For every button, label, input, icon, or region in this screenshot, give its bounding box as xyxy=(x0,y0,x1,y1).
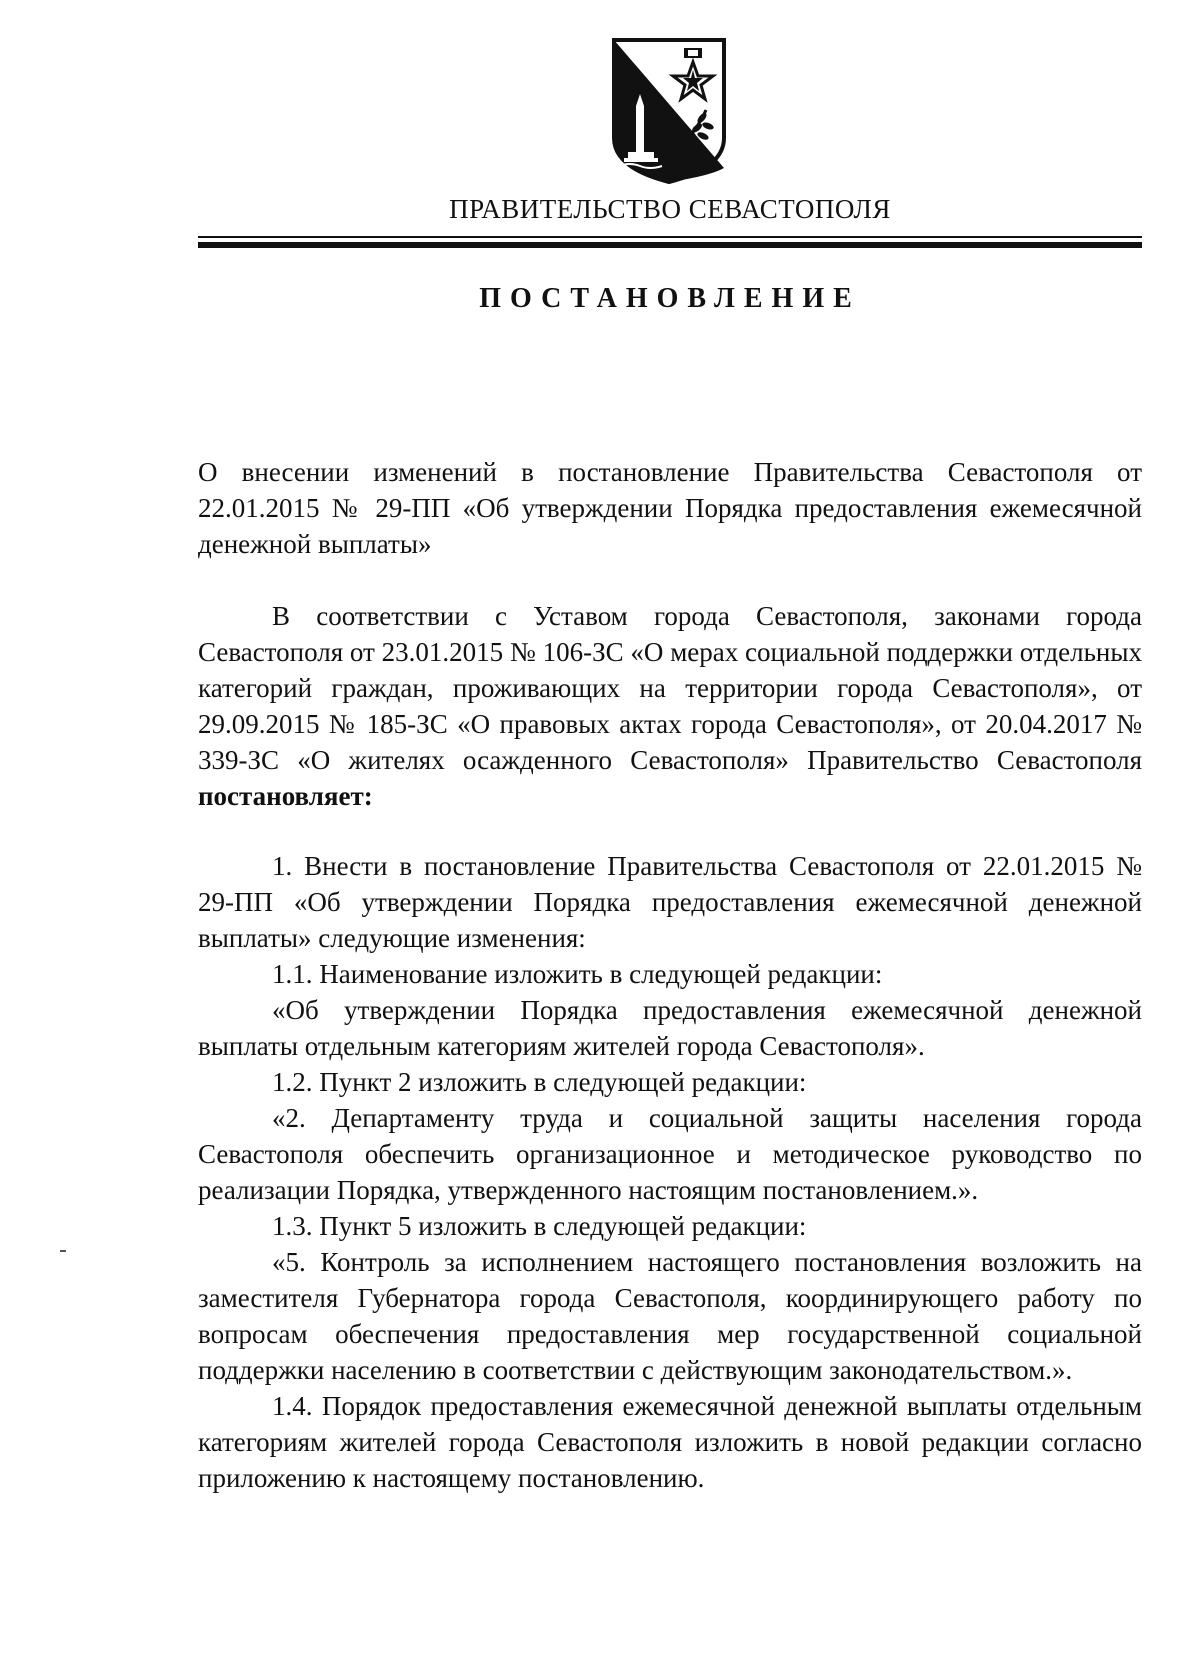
decision-word: постановляет: xyxy=(198,781,373,811)
paragraph-gap xyxy=(198,814,1142,848)
organization-title: ПРАВИТЕЛЬСТВО СЕВАСТОПОЛЯ xyxy=(449,194,891,224)
sevastopol-coat-of-arms-icon xyxy=(610,36,728,186)
document-subject: О внесении изменений в постановление Правительства Севастополя от 22.01.2015 № 29-ПП «Об утверждении Порядка предоставления ежемесячной денежной выплаты» xyxy=(198,457,1142,559)
preamble-text: В соответствии с Уставом города Севастополя, законами города Севастополя от 23.01.2015 № 106-ЗС «О мерах социальной поддержки отдельных категорий граждан, проживающих на территории города Севастополя», от 29.09.2015 № 185-ЗС «О правовых актах города Севастополя», от 20.04.2017 № 339-ЗС «О жителях осажденного Севастополя» Правительство Севастополя xyxy=(198,601,1142,775)
item-1-4: 1.4. Порядок предоставления ежемесячной денежной выплаты отдельным категориям жителей города Севастополя изложить в новой редакции согласно приложению к настоящему постановлению. xyxy=(198,1391,1142,1493)
header-divider-thin xyxy=(198,236,1142,238)
preamble-paragraph xyxy=(198,598,1142,814)
scan-artifact-mark xyxy=(60,1250,66,1252)
item-1-2-text: «2. Департаменту труда и социальной защиты населения города Севастополя обеспечить организационное и методическое руководство по реализации Порядка, утвержденного настоящим постановлением.». xyxy=(198,1103,1142,1205)
document-type-heading: ПОСТАНОВЛЕНИЕ xyxy=(479,283,861,314)
item-1-3: 1.3. Пункт 5 изложить в следующей редакции: xyxy=(272,1211,807,1241)
item-1: 1. Внести в постановление Правительства Севастополя от 22.01.2015 № 29-ПП «Об утверждении Порядка предоставления ежемесячной денежной выплаты» следующие изменения: xyxy=(198,851,1142,953)
item-1-1-text: «Об утверждении Порядка предоставления ежемесячной денежной выплаты отдельным категориям жителей города Севастополя». xyxy=(198,995,1142,1061)
document-body xyxy=(198,598,1142,1496)
item-1-2: 1.2. Пункт 2 изложить в следующей редакции: xyxy=(272,1067,807,1097)
header-divider-thick xyxy=(198,242,1142,248)
item-1-1: 1.1. Наименование изложить в следующей редакции: xyxy=(272,959,883,989)
item-1-3-text: «5. Контроль за исполнением настоящего постановления возложить на заместителя Губернатора города Севастополя, координирующего работу по вопросам обеспечения предоставления мер государственной социальной поддержки населению в соответствии с действующим законодательством.». xyxy=(198,1247,1142,1385)
